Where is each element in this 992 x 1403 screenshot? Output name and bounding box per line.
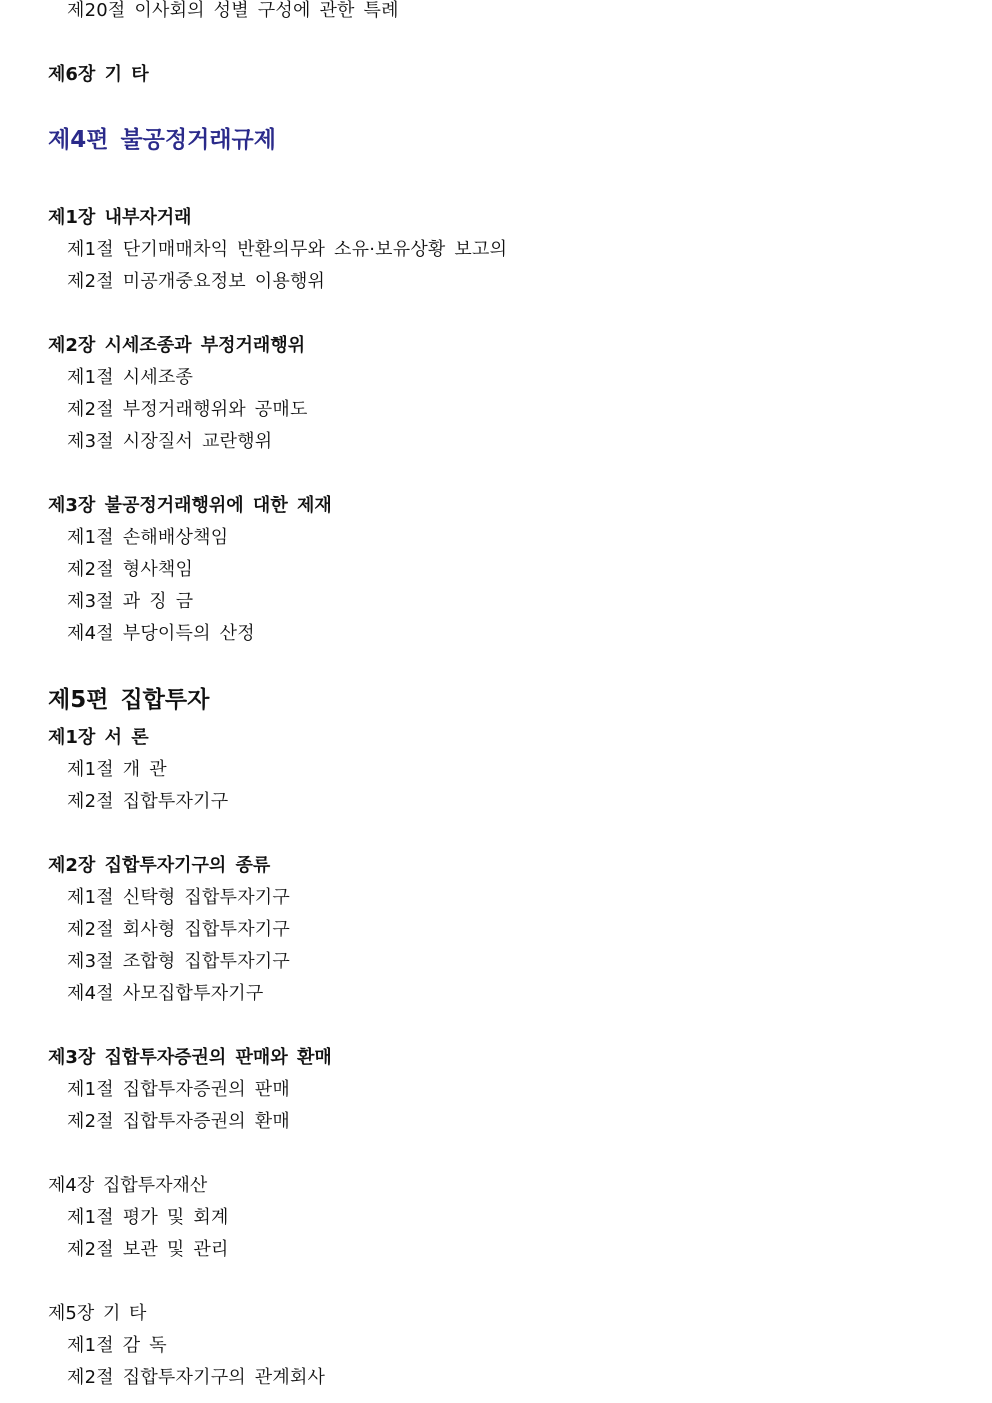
toc-section-entry: 제1절 시세조종 bbox=[67, 367, 194, 388]
toc-section-entry: 제2절 집합투자기구 bbox=[67, 791, 229, 812]
toc-section-entry: 제4절 부당이득의 산정 bbox=[67, 623, 255, 644]
toc-section-entry: 제1절 단기매매차익 반환의무와 소유·보유상황 보고의 bbox=[67, 239, 508, 260]
toc-section-entry: 제2절 보관 및 관리 bbox=[67, 1239, 229, 1260]
toc-section-entry: 제3절 과 징 금 bbox=[67, 591, 194, 612]
toc-chapter-heading: 제6장 기 타 bbox=[48, 64, 149, 85]
toc-chapter-heading: 제3장 불공정거래행위에 대한 제재 bbox=[48, 495, 332, 516]
toc-section-entry: 제2절 회사형 집합투자기구 bbox=[67, 919, 290, 940]
toc-part-heading: 제4편 불공정거래규제 bbox=[48, 127, 276, 153]
toc-chapter-heading: 제1장 서 론 bbox=[48, 727, 149, 748]
toc-section-entry: 제20절 이사회의 성별 구성에 관한 특례 bbox=[67, 0, 399, 21]
toc-section-entry: 제1절 손해배상책임 bbox=[67, 527, 229, 548]
toc-section-entry: 제2절 부정거래행위와 공매도 bbox=[67, 399, 308, 420]
toc-section-entry: 제3절 조합형 집합투자기구 bbox=[67, 951, 290, 972]
toc-section-entry: 제2절 집합투자기구의 관계회사 bbox=[67, 1367, 326, 1388]
toc-chapter-heading: 제5장 기 타 bbox=[48, 1303, 147, 1324]
toc-chapter-heading: 제2장 집합투자기구의 종류 bbox=[48, 855, 271, 876]
toc-section-entry: 제1절 개 관 bbox=[67, 759, 167, 780]
toc-section-entry: 제1절 평가 및 회계 bbox=[67, 1207, 229, 1228]
toc-chapter-heading: 제4장 집합투자재산 bbox=[48, 1175, 208, 1196]
toc-section-entry: 제1절 감 독 bbox=[67, 1335, 167, 1356]
toc-section-entry: 제1절 집합투자증권의 판매 bbox=[67, 1079, 290, 1100]
toc-part-heading: 제5편 집합투자 bbox=[48, 687, 210, 713]
toc-chapter-heading: 제2장 시세조종과 부정거래행위 bbox=[48, 335, 306, 356]
toc-section-entry: 제1절 신탁형 집합투자기구 bbox=[67, 887, 290, 908]
toc-section-entry: 제2절 형사책임 bbox=[67, 559, 194, 580]
toc-chapter-heading: 제1장 내부자거래 bbox=[48, 207, 192, 228]
toc-section-entry: 제3절 시장질서 교란행위 bbox=[67, 431, 273, 452]
toc-section-entry: 제2절 집합투자증권의 환매 bbox=[67, 1111, 290, 1132]
toc-chapter-heading: 제3장 집합투자증권의 판매와 환매 bbox=[48, 1047, 332, 1068]
toc-section-entry: 제2절 미공개중요정보 이용행위 bbox=[67, 271, 326, 292]
toc-section-entry: 제4절 사모집합투자기구 bbox=[67, 983, 264, 1004]
